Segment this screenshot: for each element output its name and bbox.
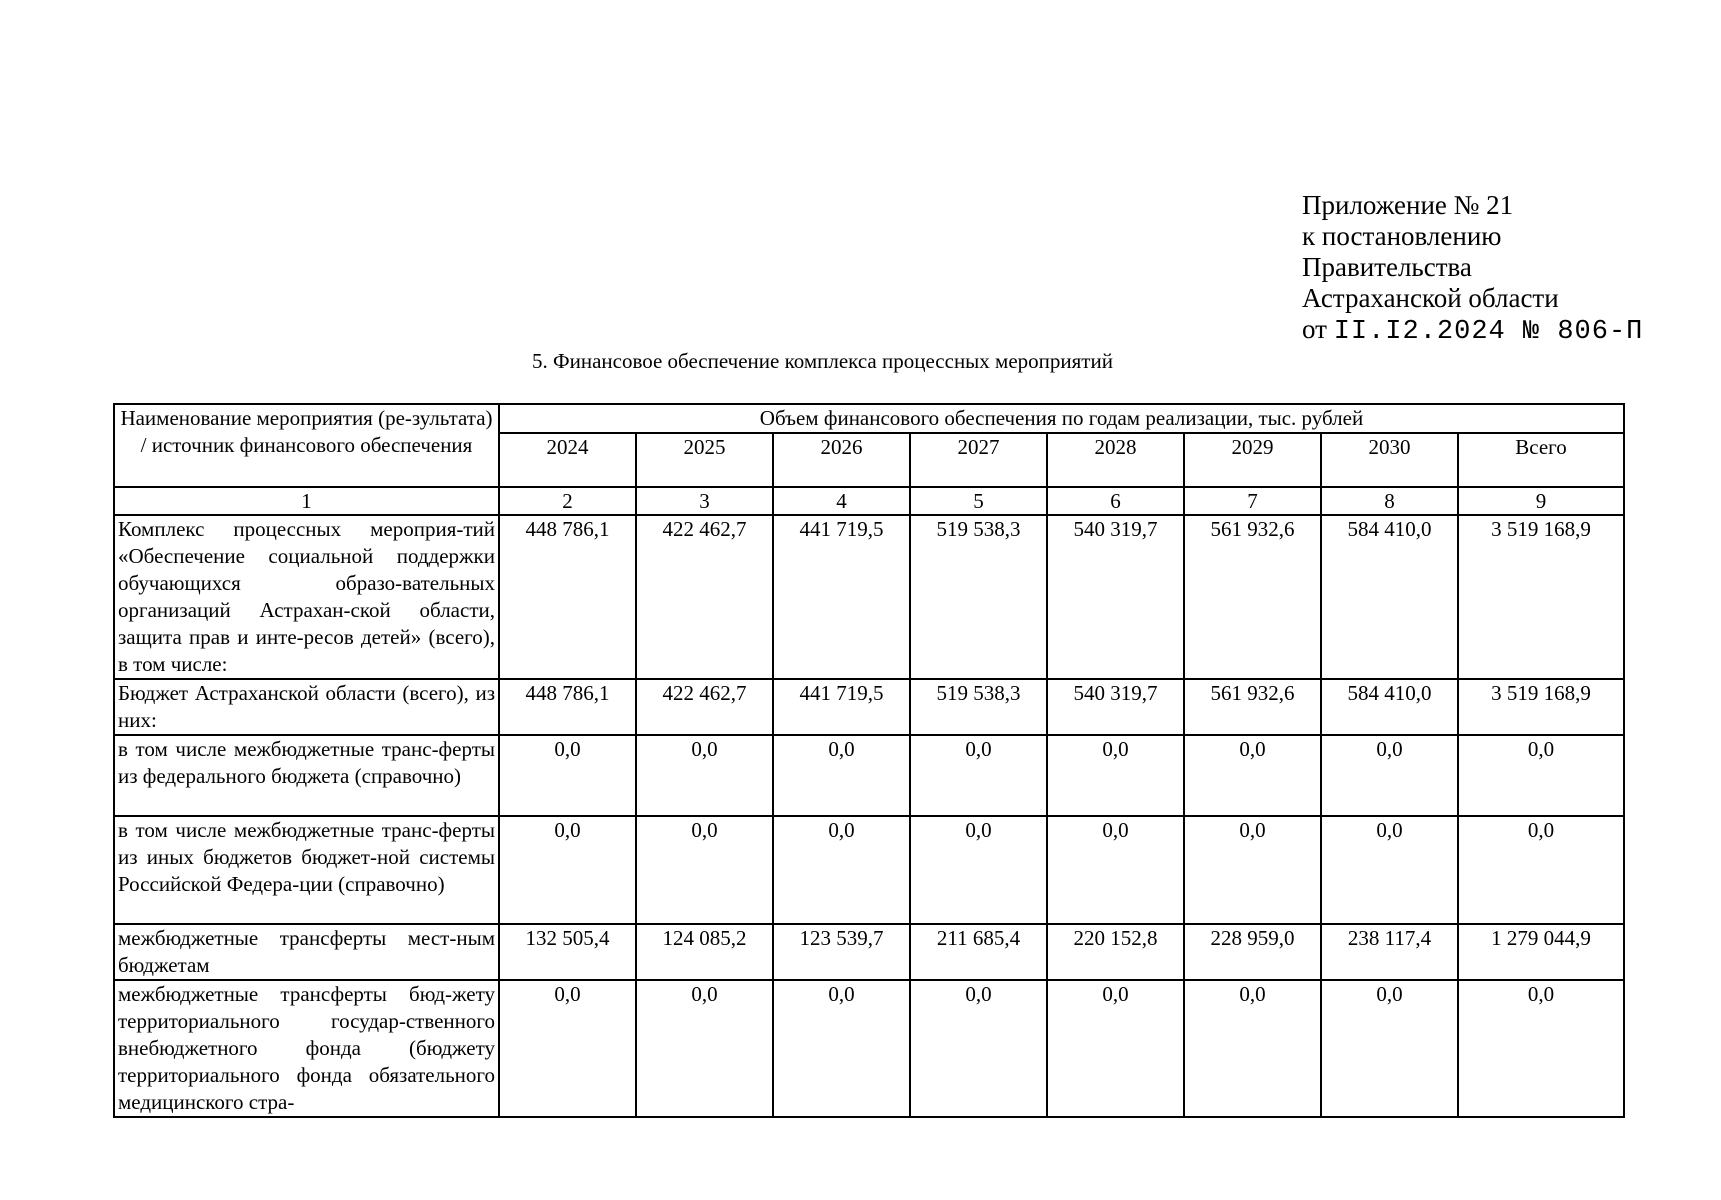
row-value: 0,0: [636, 816, 773, 924]
column-number: 7: [1184, 487, 1321, 515]
section-title: 5. Финансовое обеспечение комплекса процессных мероприятий: [532, 349, 1113, 373]
row-value: 519 538,3: [910, 515, 1047, 679]
row-value: 0,0: [1047, 980, 1184, 1117]
row-value: 0,0: [773, 980, 910, 1117]
row-value: 0,0: [1047, 816, 1184, 924]
attachment-line-2: к постановлению: [1302, 221, 1502, 251]
row-value: 123 539,7: [773, 924, 910, 980]
table-row: [114, 515, 1624, 679]
row-label: в том числе межбюджетные транс-ферты из иных бюджетов бюджет-ной системы Российской Федера-ции (справочно): [114, 816, 499, 924]
column-number: 1: [114, 487, 499, 515]
row-value: 3 519 168,9: [1458, 515, 1624, 679]
header-year: 2028: [1047, 433, 1184, 487]
row-value: 0,0: [1458, 816, 1624, 924]
table-row: [114, 924, 1624, 980]
row-value: 0,0: [636, 980, 773, 1117]
column-number: 2: [499, 487, 636, 515]
column-number: 6: [1047, 487, 1184, 515]
row-value: 0,0: [910, 980, 1047, 1117]
row-value: 540 319,7: [1047, 515, 1184, 679]
header-year: 2026: [773, 433, 910, 487]
row-value: 519 538,3: [910, 679, 1047, 735]
row-value: 0,0: [499, 980, 636, 1117]
header-year: 2030: [1321, 433, 1458, 487]
header-row-group: [114, 404, 1624, 433]
row-value: 132 505,4: [499, 924, 636, 980]
row-value: 0,0: [910, 816, 1047, 924]
row-value: 422 462,7: [636, 679, 773, 735]
table-row: [114, 735, 1624, 816]
row-value: 1 279 044,9: [1458, 924, 1624, 980]
header-year: 2024: [499, 433, 636, 487]
row-value: 561 932,6: [1184, 679, 1321, 735]
row-value: 3 519 168,9: [1458, 679, 1624, 735]
row-value: 0,0: [499, 735, 636, 816]
column-number: 5: [910, 487, 1047, 515]
row-value: 0,0: [1184, 980, 1321, 1117]
row-value: 561 932,6: [1184, 515, 1321, 679]
row-value: 228 959,0: [1184, 924, 1321, 980]
column-number: 3: [636, 487, 773, 515]
row-value: 584 410,0: [1321, 515, 1458, 679]
table-row: [114, 816, 1624, 924]
row-value: 238 117,4: [1321, 924, 1458, 980]
row-value: 0,0: [636, 735, 773, 816]
row-label: Бюджет Астраханской области (всего), из них:: [114, 679, 499, 735]
table-row: [114, 679, 1624, 735]
row-value: 0,0: [910, 735, 1047, 816]
header-year: 2027: [910, 433, 1047, 487]
financing-table: [113, 403, 1625, 1118]
row-value: 441 719,5: [773, 679, 910, 735]
row-value: 441 719,5: [773, 515, 910, 679]
row-value: 448 786,1: [499, 515, 636, 679]
attachment-date-line: [1302, 314, 1643, 348]
column-number: 9: [1458, 487, 1624, 515]
attachment-line-1: Приложение № 21: [1302, 190, 1514, 220]
attachment-date-prefix: от: [1302, 314, 1327, 344]
column-number: 4: [773, 487, 910, 515]
row-value: 540 319,7: [1047, 679, 1184, 735]
row-value: 0,0: [1321, 735, 1458, 816]
row-label: межбюджетные трансферты бюд-жету территориального государ-ственного внебюджетного фонда (бюджету территориального фонда обязательного медицинского стра-: [114, 980, 499, 1117]
row-value: 0,0: [1184, 816, 1321, 924]
row-value: 124 085,2: [636, 924, 773, 980]
column-number: 8: [1321, 487, 1458, 515]
header-group-cell: Объем финансового обеспечения по годам реализации, тыс. рублей: [499, 404, 1624, 433]
row-value: 584 410,0: [1321, 679, 1458, 735]
row-value: 0,0: [499, 816, 636, 924]
row-value: 0,0: [1321, 980, 1458, 1117]
attachment-date-stamp: II.I2.2024 № 806-П: [1333, 317, 1644, 347]
row-value: 0,0: [1184, 735, 1321, 816]
header-name-cell: Наименование мероприятия (ре-зультата) / источник финансового обеспечения: [114, 404, 499, 487]
attachment-line-3: Правительства: [1302, 252, 1472, 282]
column-number-row: [114, 487, 1624, 515]
row-value: 422 462,7: [636, 515, 773, 679]
row-label: Комплекс процессных мероприя-тий «Обеспечение социальной поддержки обучающихся образо-вательных организаций Астрахан-ской области, защита прав и инте-ресов детей» (всего), в том числе:: [114, 515, 499, 679]
row-value: 0,0: [1458, 980, 1624, 1117]
row-value: 0,0: [773, 735, 910, 816]
row-label: в том числе межбюджетные транс-ферты из федерального бюджета (справочно): [114, 735, 499, 816]
header-year: 2025: [636, 433, 773, 487]
table-row: [114, 980, 1624, 1117]
row-value: 211 685,4: [910, 924, 1047, 980]
attachment-line-4: Астраханской области: [1302, 283, 1559, 313]
row-label: межбюджетные трансферты мест-ным бюджетам: [114, 924, 499, 980]
row-value: 0,0: [773, 816, 910, 924]
row-value: 0,0: [1321, 816, 1458, 924]
attachment-block: [1302, 190, 1643, 348]
header-year: 2029: [1184, 433, 1321, 487]
row-value: 0,0: [1458, 735, 1624, 816]
row-value: 0,0: [1047, 735, 1184, 816]
row-value: 220 152,8: [1047, 924, 1184, 980]
header-total: Всего: [1458, 433, 1624, 487]
row-value: 448 786,1: [499, 679, 636, 735]
